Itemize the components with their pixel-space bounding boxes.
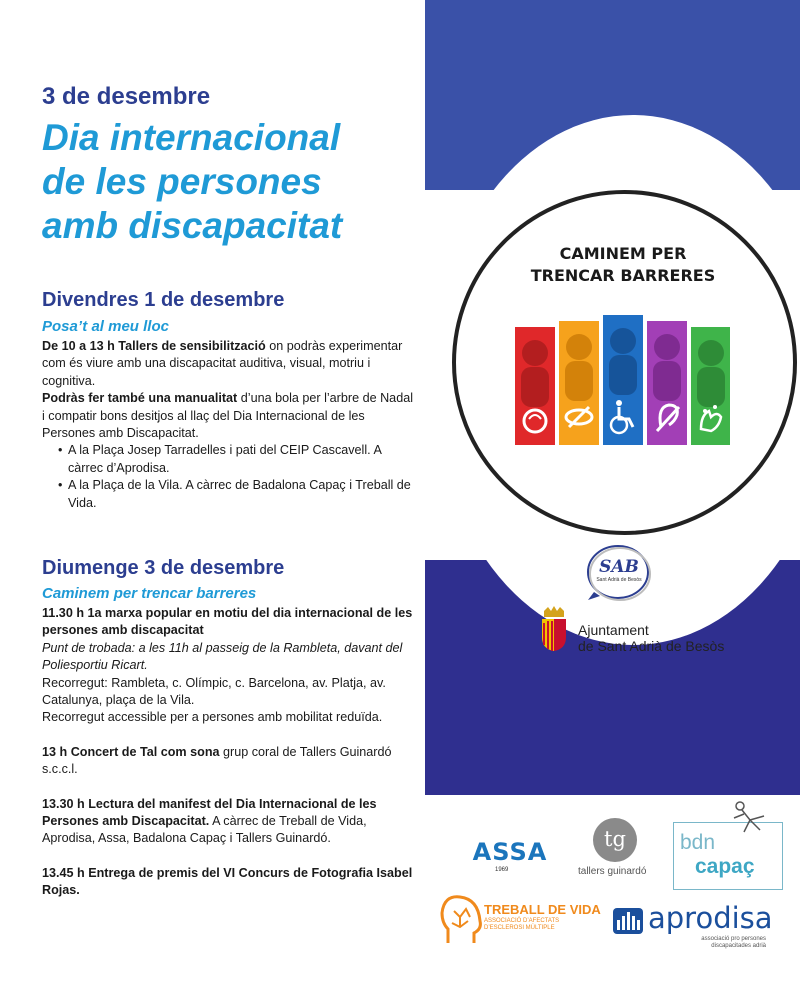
manifest-paragraph bbox=[42, 796, 414, 848]
friday-body bbox=[42, 338, 414, 512]
march-paragraph bbox=[42, 605, 414, 640]
friday-subheading: Posa’t al meu lloc bbox=[42, 318, 169, 335]
title-line: amb discapacitat bbox=[42, 205, 343, 246]
assa-year: 1969 bbox=[495, 867, 509, 873]
title-line: Dia internacional bbox=[42, 117, 341, 158]
location-list bbox=[42, 442, 414, 512]
route-text: Recorregut: Rambleta, c. Olímpic, c. Barcelona, av. Platja, av. Catalunya, plaça de la Vila. bbox=[42, 675, 386, 708]
accessible-text: Recorregut accessible per a persones amb mobilitat reduïda. bbox=[42, 710, 383, 725]
march-title: 11.30 h 1a marxa popular en motiu del dia internacional de les persones amb discapacitat bbox=[42, 606, 413, 638]
figure-green bbox=[691, 327, 730, 445]
coat-of-arms-icon bbox=[540, 605, 568, 653]
figure-red bbox=[515, 327, 555, 445]
concert-description: grup coral de Tallers Guinardó s.c.c.l. bbox=[42, 744, 392, 777]
meeting-point bbox=[42, 640, 414, 675]
event-date: 3 de desembre bbox=[42, 83, 211, 110]
disability-figures-graphic bbox=[515, 315, 730, 450]
figure-blue bbox=[603, 315, 643, 445]
sab-logo-text: SAB bbox=[599, 557, 639, 577]
badge-title-line: CAMINEM PER bbox=[559, 244, 687, 263]
bdn-logo-text: bdn bbox=[680, 831, 716, 854]
sunday-heading: Diumenge 3 de desembre bbox=[42, 557, 285, 579]
tallers-guinardo-logo: tg bbox=[593, 818, 637, 862]
ajuntament-line: Ajuntament bbox=[578, 622, 649, 638]
workshop-description: on podràs experimentar com és viure amb una discapacitat auditiva, visual, motriu i cognitiva. bbox=[42, 339, 403, 388]
concert-title: 13 h Concert de Tal com sona bbox=[42, 744, 220, 759]
list-item: • A la Plaça Josep Tarradelles i pati del CEIP Cascavell. A càrrec d’Aprodisa. bbox=[42, 442, 414, 477]
figure-purple bbox=[647, 321, 687, 445]
manifest-description: A càrrec de Treball de Vida, Aprodisa, Assa, Badalona Capaç i Tallers Guinardó. bbox=[42, 814, 367, 846]
sab-logo-subtext: Sant Adrià de Besòs bbox=[596, 577, 642, 583]
jumping-figure-icon bbox=[730, 800, 770, 836]
assa-logo bbox=[465, 838, 555, 878]
concert-paragraph bbox=[42, 744, 414, 779]
sunday-subheading: Caminem per trencar barreres bbox=[42, 585, 257, 602]
ajuntament-line: de Sant Adrià de Besòs bbox=[578, 638, 725, 654]
assa-logo-text: ASSA bbox=[472, 838, 548, 866]
badge-title bbox=[478, 243, 768, 287]
aprodisa-logo-text: aprodisa bbox=[648, 901, 773, 935]
friday-heading: Divendres 1 de desembre bbox=[42, 289, 285, 311]
craft-paragraph bbox=[42, 390, 414, 442]
figure-orange bbox=[559, 321, 599, 445]
craft-lead: Podràs fer també una manualitat bbox=[42, 391, 238, 406]
aprodisa-subtitle: associació pro persones discapacitades adrià bbox=[701, 936, 766, 949]
awards-title: 13.45 h Entrega de premis del VI Concurs de Fotografia Isabel Rojas. bbox=[42, 865, 413, 898]
workshop-paragraph bbox=[42, 338, 414, 390]
manifest-title: 13.30 h Lectura del manifest del Dia Internacional de les Persones amb Discapacitat. bbox=[42, 796, 377, 829]
meeting-point-text: Punt de trobada: a les 11h al passeig de la Rambleta, davant del Poliesportiu Ricart. bbox=[42, 640, 403, 673]
ajuntament-name bbox=[578, 622, 724, 654]
awards-paragraph bbox=[42, 865, 414, 900]
list-item: • A la Plaça de la Vila. A càrrec de Badalona Capaç i Treball de Vida. bbox=[42, 477, 414, 512]
badge-title-line: TRENCAR BARRERES bbox=[530, 266, 716, 285]
capac-logo-text: capaç bbox=[695, 855, 755, 878]
sunday-body bbox=[42, 605, 414, 900]
craft-description: d’una bola per l’arbre de Nadal i compatir bons desitjos al llaç del Dia Internacional de les Persones amb Discapacitat. bbox=[42, 391, 413, 441]
treball-de-vida-head-icon bbox=[440, 893, 484, 947]
workshop-time: De 10 a 13 h Tallers de sensibilització bbox=[42, 339, 266, 353]
title-line: de les persones bbox=[42, 161, 322, 202]
treball-de-vida-title: TREBALL DE VIDA bbox=[484, 902, 601, 917]
page-title bbox=[42, 116, 422, 248]
tallers-guinardo-label: tallers guinardó bbox=[578, 866, 647, 877]
aprodisa-icon bbox=[613, 908, 643, 934]
treball-de-vida-subtitle: ASSOCIACIÓ D’AFECTATS D’ESCLEROSI MÚLTIPLE bbox=[484, 918, 560, 931]
